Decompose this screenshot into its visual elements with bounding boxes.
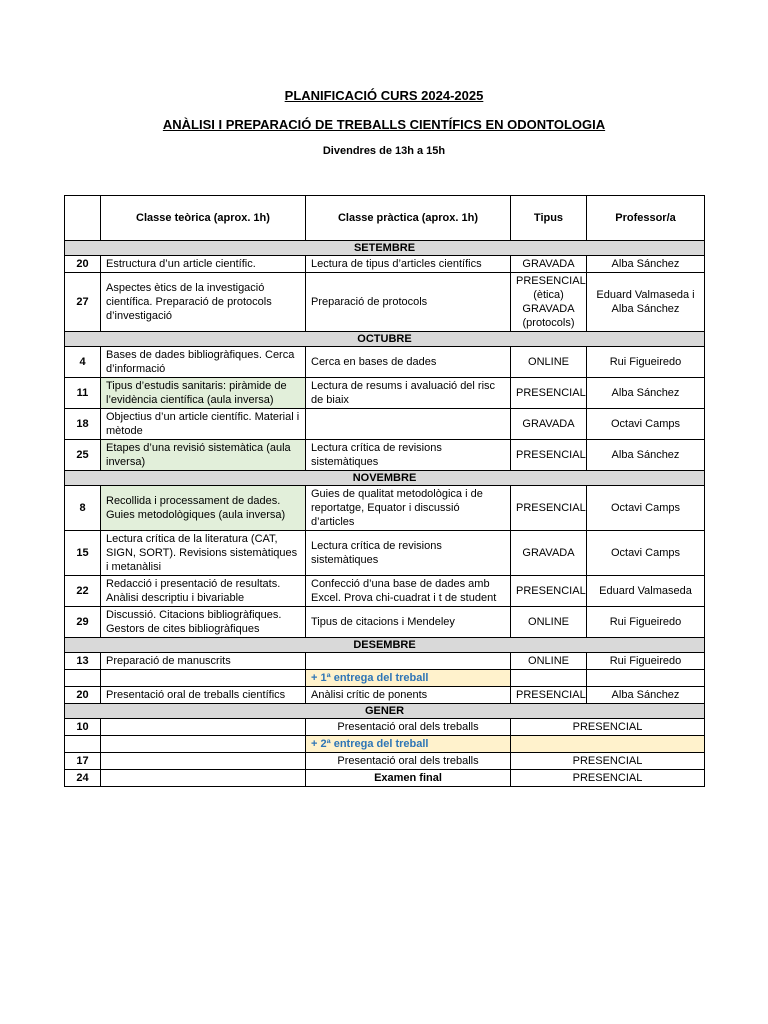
row-theory — [101, 770, 306, 787]
row-teacher: Alba Sánchez — [587, 378, 705, 409]
row-practice: Tipus de citacions i Mendeley — [306, 607, 511, 638]
submission-note: + 1ª entrega del treball — [311, 672, 429, 684]
month-row — [65, 471, 705, 486]
row-date: 4 — [65, 347, 101, 378]
row-practice: Preparació de protocols — [306, 273, 511, 332]
row-practice: Guies de qualitat metodològica i de reportatge, Equator i discussió d’articles — [306, 486, 511, 531]
table-row — [65, 653, 705, 670]
submission-note: + 2ª entrega del treball — [311, 738, 429, 750]
row-theory — [101, 753, 306, 770]
row-practice: Presentació oral dels treballs — [306, 753, 511, 770]
row-date: 20 — [65, 256, 101, 273]
row-practice: Lectura de tipus d’articles científics — [306, 256, 511, 273]
row-date: 11 — [65, 378, 101, 409]
col-header-practice: Classe pràctica (aprox. 1h) — [306, 196, 511, 241]
row-practice — [306, 409, 511, 440]
table-row — [65, 347, 705, 378]
table-row — [65, 770, 705, 787]
table-row — [65, 409, 705, 440]
row-teacher: Alba Sánchez — [587, 440, 705, 471]
page-subtitle: ANÀLISI I PREPARACIÓ DE TREBALLS CIENTÍFICS EN ODONTOLOGIA — [162, 117, 606, 132]
row-teacher: Octavi Camps — [587, 486, 705, 531]
month-row — [65, 332, 705, 347]
row-type: PRESENCIAL (ètica) GRAVADA (protocols) — [511, 273, 587, 332]
row-teacher: Octavi Camps — [587, 409, 705, 440]
row-practice — [306, 670, 511, 687]
row-practice: Confecció d’una base de dades amb Excel. Prova chi-cuadrat i t de student — [306, 576, 511, 607]
row-practice: Cerca en bases de dades — [306, 347, 511, 378]
row-theory: Presentació oral de treballs científics — [101, 687, 306, 704]
row-date: 24 — [65, 770, 101, 787]
row-date: 17 — [65, 753, 101, 770]
col-header-teacher: Professor/a — [587, 196, 705, 241]
row-date: 15 — [65, 531, 101, 576]
row-teacher: Rui Figueiredo — [587, 347, 705, 378]
row-practice — [306, 736, 511, 753]
row-theory: Preparació de manuscrits — [101, 653, 306, 670]
row-teacher: Octavi Camps — [587, 531, 705, 576]
row-date: 18 — [65, 409, 101, 440]
row-type: GRAVADA — [511, 409, 587, 440]
month-row — [65, 241, 705, 256]
row-type — [511, 736, 705, 753]
month-label: NOVEMBRE — [65, 471, 705, 486]
row-type: ONLINE — [511, 653, 587, 670]
row-date: 20 — [65, 687, 101, 704]
row-type: ONLINE — [511, 347, 587, 378]
row-theory: Lectura crítica de la literatura (CAT, SIGN, SORT). Revisions sistemàtiques i metanàlisi — [101, 531, 306, 576]
row-type: GRAVADA — [511, 256, 587, 273]
row-teacher: Rui Figueiredo — [587, 653, 705, 670]
row-date — [65, 670, 101, 687]
row-date — [65, 736, 101, 753]
col-header-num — [65, 196, 101, 241]
table-row — [65, 486, 705, 531]
table-row — [65, 440, 705, 471]
row-type: PRESENCIAL — [511, 576, 587, 607]
row-type: PRESENCIAL — [511, 719, 705, 736]
row-teacher: Eduard Valmaseda i Alba Sánchez — [587, 273, 705, 332]
table-header-row — [65, 196, 705, 241]
table-row — [65, 670, 705, 687]
row-type: PRESENCIAL — [511, 378, 587, 409]
row-theory — [101, 670, 306, 687]
table-row — [65, 576, 705, 607]
row-practice: Lectura crítica de revisions sistemàtiques — [306, 440, 511, 471]
row-date: 22 — [65, 576, 101, 607]
row-teacher: Rui Figueiredo — [587, 607, 705, 638]
row-type: PRESENCIAL — [511, 486, 587, 531]
row-theory: Bases de dades bibliogràfiques. Cerca d’informació — [101, 347, 306, 378]
row-date: 13 — [65, 653, 101, 670]
table-row — [65, 378, 705, 409]
table-row — [65, 736, 705, 753]
month-label: SETEMBRE — [65, 241, 705, 256]
row-type: PRESENCIAL — [511, 687, 587, 704]
row-theory: Aspectes ètics de la investigació científica. Preparació de protocols d’investigació — [101, 273, 306, 332]
row-teacher: Alba Sánchez — [587, 687, 705, 704]
row-teacher: Eduard Valmaseda — [587, 576, 705, 607]
schedule-table — [64, 195, 705, 787]
row-theory — [101, 719, 306, 736]
row-theory: Redacció i presentació de resultats. Anàlisi descriptiu i bivariable — [101, 576, 306, 607]
page-title: PLANIFICACIÓ CURS 2024-2025 — [284, 88, 484, 103]
row-date: 25 — [65, 440, 101, 471]
table-row — [65, 687, 705, 704]
col-header-theory: Classe teòrica (aprox. 1h) — [101, 196, 306, 241]
table-row — [65, 753, 705, 770]
row-theory: Discussió. Citacions bibliogràfiques. Gestors de cites bibliogràfiques — [101, 607, 306, 638]
row-teacher — [587, 670, 705, 687]
row-theory: Estructura d’un article científic. — [101, 256, 306, 273]
row-practice: Anàlisi crític de ponents — [306, 687, 511, 704]
row-theory: Tipus d’estudis sanitaris: piràmide de l’evidència científica (aula inversa) — [101, 378, 306, 409]
row-date: 10 — [65, 719, 101, 736]
col-header-type: Tipus — [511, 196, 587, 241]
row-type: PRESENCIAL — [511, 440, 587, 471]
row-date: 29 — [65, 607, 101, 638]
row-theory — [101, 736, 306, 753]
row-teacher: Alba Sánchez — [587, 256, 705, 273]
row-type: ONLINE — [511, 607, 587, 638]
row-theory: Recollida i processament de dades. Guies metodològiques (aula inversa) — [101, 486, 306, 531]
row-type — [511, 670, 587, 687]
row-practice: Lectura de resums i avaluació del risc de biaix — [306, 378, 511, 409]
month-label: GENER — [65, 704, 705, 719]
row-theory: Objectius d’un article científic. Material i mètode — [101, 409, 306, 440]
row-practice: Presentació oral dels treballs — [306, 719, 511, 736]
table-row — [65, 531, 705, 576]
row-practice: Examen final — [306, 770, 511, 787]
table-row — [65, 607, 705, 638]
row-type: PRESENCIAL — [511, 753, 705, 770]
row-practice: Lectura crítica de revisions sistemàtiques — [306, 531, 511, 576]
row-date: 27 — [65, 273, 101, 332]
month-label: DESEMBRE — [65, 638, 705, 653]
month-row — [65, 704, 705, 719]
row-type: GRAVADA — [511, 531, 587, 576]
row-practice — [306, 653, 511, 670]
table-row — [65, 719, 705, 736]
table-row — [65, 256, 705, 273]
schedule-time: Divendres de 13h a 15h — [322, 145, 446, 157]
month-label: OCTUBRE — [65, 332, 705, 347]
table-row — [65, 273, 705, 332]
row-date: 8 — [65, 486, 101, 531]
row-theory: Etapes d’una revisió sistemàtica (aula inversa) — [101, 440, 306, 471]
month-row — [65, 638, 705, 653]
row-type: PRESENCIAL — [511, 770, 705, 787]
